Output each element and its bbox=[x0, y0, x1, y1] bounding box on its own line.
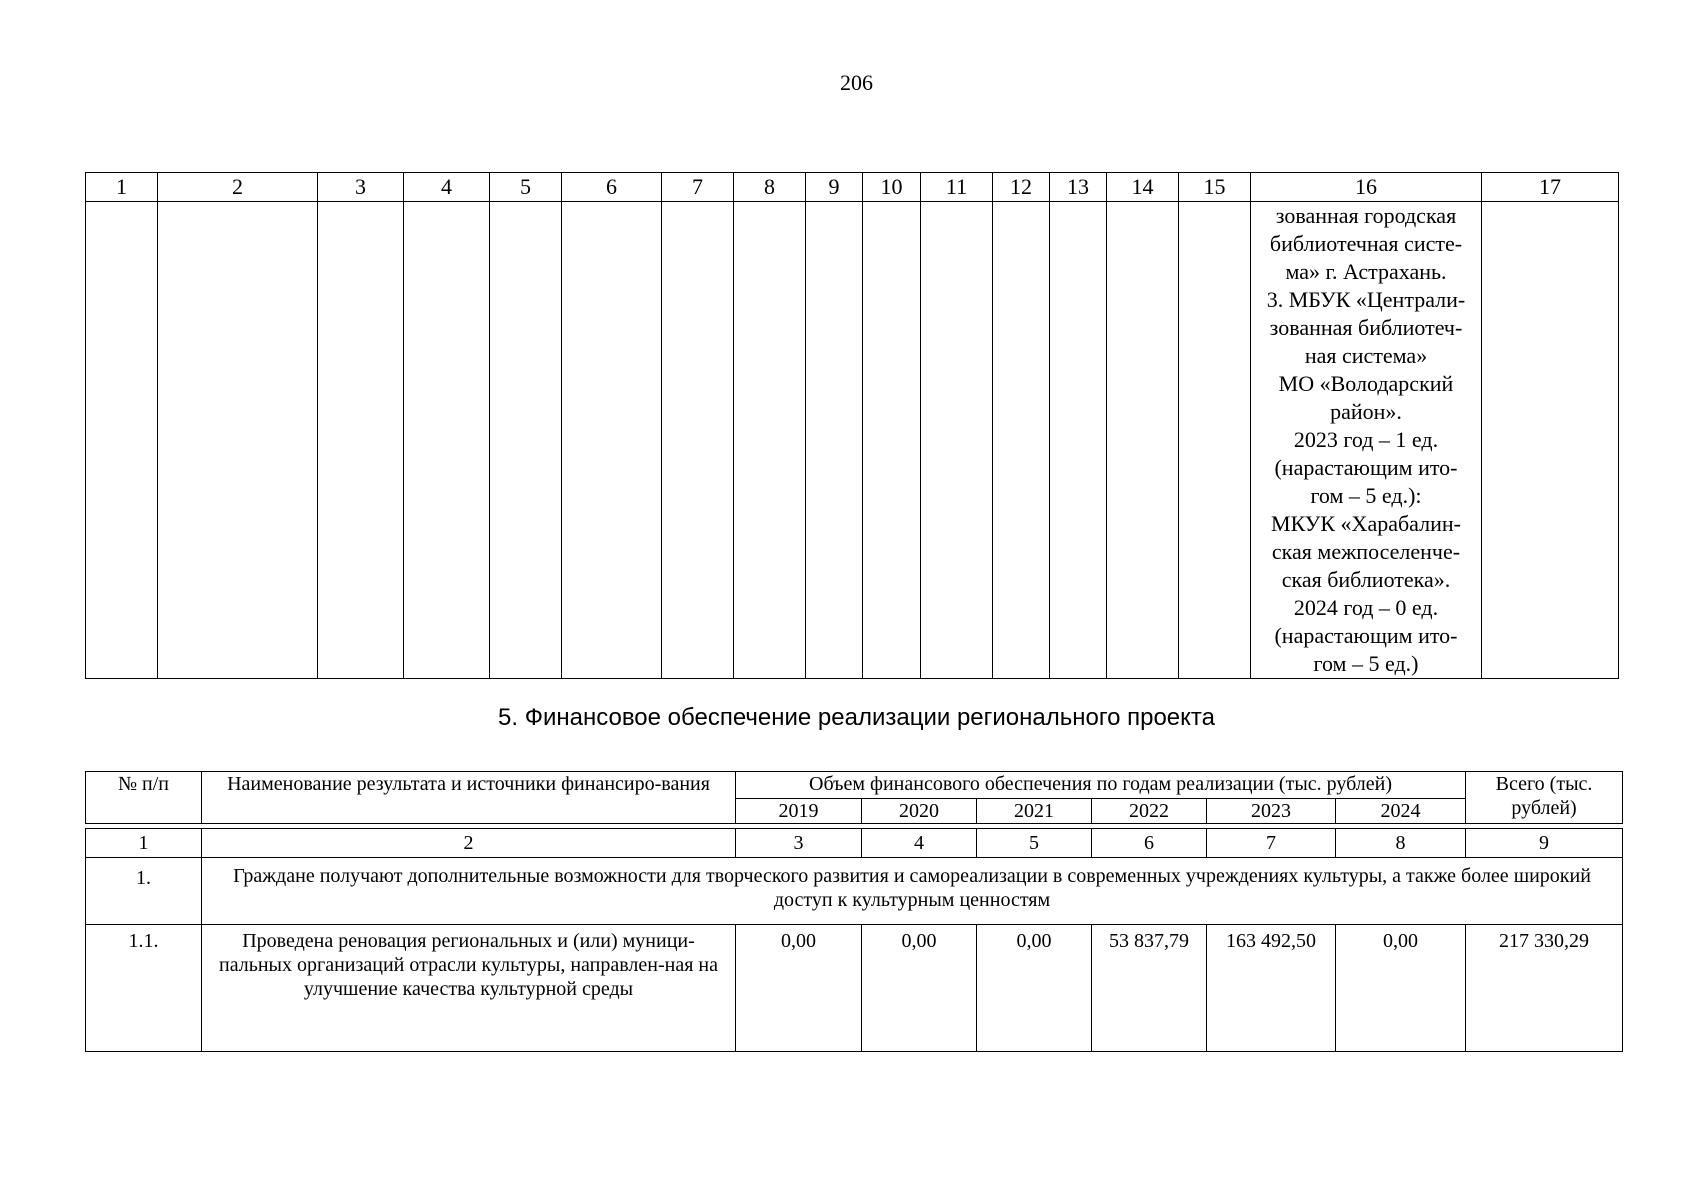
column-number: 9 bbox=[1466, 829, 1623, 858]
column-number: 6 bbox=[562, 173, 662, 202]
group-text: Граждане получают дополнительные возможности для творческого развития и самореализации в современных учреждениях культуры, а также более широкий доступ к культурным ценностям bbox=[202, 858, 1623, 925]
item-num: 1.1. bbox=[86, 925, 202, 1052]
section-title: 5. Финансовое обеспечение реализации регионального проекта bbox=[498, 704, 1215, 731]
text-line: ная система» bbox=[1304, 343, 1428, 368]
header-num: № п/п bbox=[86, 772, 202, 824]
column-number: 14 bbox=[1107, 173, 1179, 202]
column-number: 1 bbox=[86, 829, 202, 858]
text-line: 2023 год – 1 ед. bbox=[1293, 427, 1439, 452]
column-16-text bbox=[1251, 202, 1482, 679]
text-line: ская библиотека». bbox=[1281, 567, 1451, 592]
header-year: 2019 bbox=[736, 799, 862, 824]
value-2022: 53 837,79 bbox=[1092, 925, 1207, 1052]
text-line: (нарастающим ито- bbox=[1274, 455, 1458, 480]
table-cell bbox=[490, 202, 562, 679]
table-cell bbox=[562, 202, 662, 679]
column-number: 16 bbox=[1251, 173, 1482, 202]
column-number: 3 bbox=[318, 173, 404, 202]
table-cell bbox=[318, 202, 404, 679]
text-line: зованная городская bbox=[1275, 203, 1457, 228]
table-cell bbox=[1107, 202, 1179, 679]
column-number: 12 bbox=[993, 173, 1050, 202]
table-cell bbox=[1179, 202, 1251, 679]
text-line: ма» г. Астрахань. bbox=[1285, 259, 1447, 284]
column-number: 8 bbox=[734, 173, 806, 202]
table-cell bbox=[662, 202, 734, 679]
value-2020: 0,00 bbox=[862, 925, 977, 1052]
text-line: гом – 5 ед.): bbox=[1310, 483, 1422, 508]
text-line: гом – 5 ед.) bbox=[1313, 651, 1419, 676]
financing-table-header bbox=[85, 771, 1623, 824]
column-number-row bbox=[86, 173, 1619, 202]
text-line: зованная библиотеч- bbox=[1269, 315, 1463, 340]
header-volume: Объем финансового обеспечения по годам реализации (тыс. рублей) bbox=[736, 772, 1466, 799]
page-number: 206 bbox=[840, 70, 873, 95]
column-number: 13 bbox=[1050, 173, 1107, 202]
column-number: 17 bbox=[1482, 173, 1619, 202]
table-row bbox=[86, 925, 1623, 1052]
column-number: 7 bbox=[1207, 829, 1336, 858]
group-row bbox=[86, 858, 1623, 925]
text-line: 2024 год – 0 ед. bbox=[1293, 595, 1439, 620]
text-line: МО «Володарский bbox=[1278, 371, 1454, 396]
table-cell bbox=[734, 202, 806, 679]
column-number: 8 bbox=[1336, 829, 1466, 858]
column-number: 2 bbox=[158, 173, 318, 202]
table-cell bbox=[1482, 202, 1619, 679]
text-line: район». bbox=[1330, 399, 1402, 424]
text-line: библиотечная систе- bbox=[1269, 231, 1463, 256]
table-cell bbox=[86, 202, 158, 679]
column-number: 6 bbox=[1092, 829, 1207, 858]
table-cell bbox=[158, 202, 318, 679]
value-2021: 0,00 bbox=[977, 925, 1092, 1052]
group-num: 1. bbox=[86, 858, 202, 925]
value-2024: 0,00 bbox=[1336, 925, 1466, 1052]
table-cell bbox=[993, 202, 1050, 679]
header-name: Наименование результата и источники финансиро-вания bbox=[202, 772, 736, 824]
column-number: 4 bbox=[404, 173, 490, 202]
text-line: 3. МБУК «Централи- bbox=[1266, 287, 1466, 312]
table-cell bbox=[921, 202, 993, 679]
text-line: (нарастающим ито- bbox=[1274, 623, 1458, 648]
column-number: 3 bbox=[736, 829, 862, 858]
header-year: 2020 bbox=[862, 799, 977, 824]
header-total: Всего (тыс. рублей) bbox=[1466, 772, 1623, 824]
column-number: 7 bbox=[662, 173, 734, 202]
column-number: 5 bbox=[977, 829, 1092, 858]
item-name: Проведена реновация региональных и (или) муници-пальных организаций отрасли культуры, направлен-ная на улучшение качества культурной среды bbox=[202, 925, 736, 1052]
column-number: 10 bbox=[863, 173, 921, 202]
table-row bbox=[86, 202, 1619, 679]
table-cell bbox=[404, 202, 490, 679]
column-number: 2 bbox=[202, 829, 736, 858]
table-cell bbox=[806, 202, 863, 679]
value-2023: 163 492,50 bbox=[1207, 925, 1336, 1052]
value-2019: 0,00 bbox=[736, 925, 862, 1052]
column-number: 5 bbox=[490, 173, 562, 202]
text-line: ская межпоселенче- bbox=[1271, 539, 1461, 564]
column-number: 15 bbox=[1179, 173, 1251, 202]
header-year: 2024 bbox=[1336, 799, 1466, 824]
table-cell bbox=[1050, 202, 1107, 679]
column-number: 4 bbox=[862, 829, 977, 858]
text-line: МКУК «Харабалин- bbox=[1271, 511, 1461, 536]
column-number: 9 bbox=[806, 173, 863, 202]
header-year: 2023 bbox=[1207, 799, 1336, 824]
continuation-table bbox=[85, 172, 1619, 679]
financing-table bbox=[85, 828, 1623, 1052]
table-cell bbox=[863, 202, 921, 679]
column-number: 1 bbox=[86, 173, 158, 202]
column-number-row bbox=[86, 829, 1623, 858]
header-year: 2022 bbox=[1092, 799, 1207, 824]
column-number: 11 bbox=[921, 173, 993, 202]
value-total: 217 330,29 bbox=[1466, 925, 1623, 1052]
header-year: 2021 bbox=[977, 799, 1092, 824]
